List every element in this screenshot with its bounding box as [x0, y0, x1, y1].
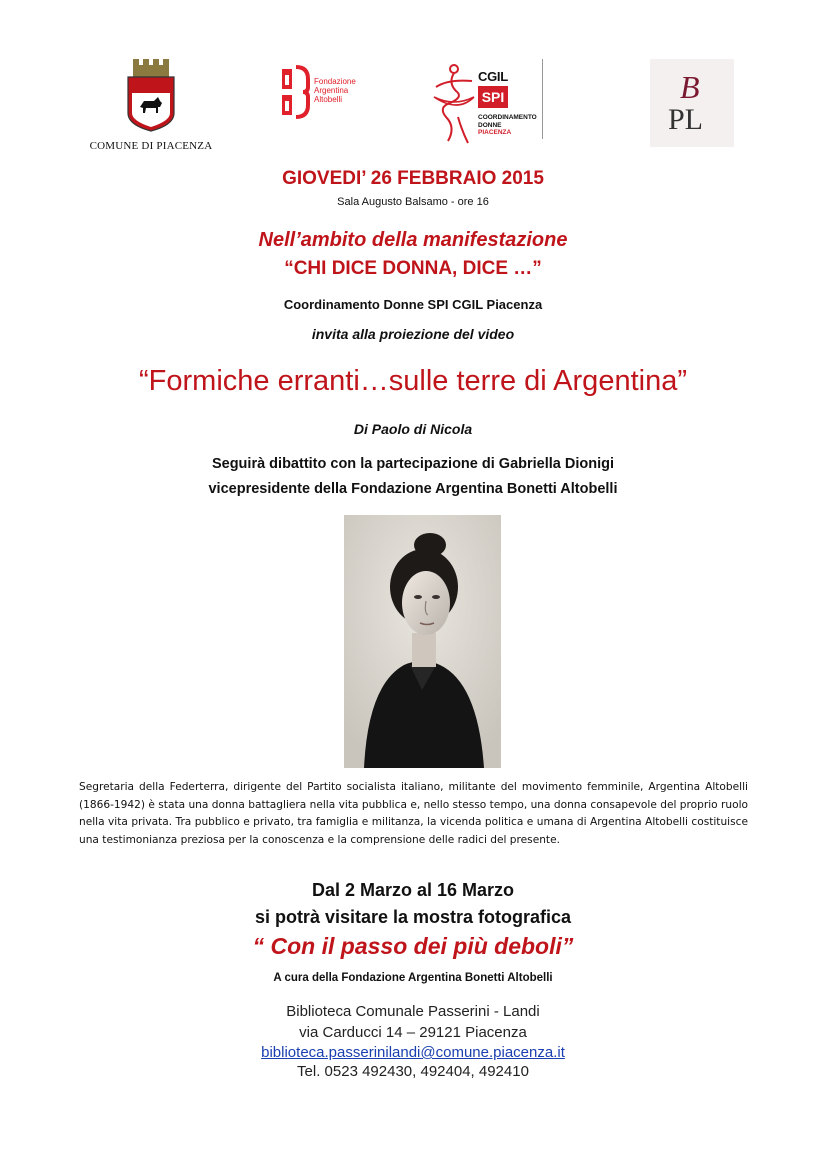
fondazione-logo-icon — [276, 65, 312, 119]
library-address: via Carducci 14 – 29121 Piacenza — [299, 1024, 527, 1041]
cgil-line: DONNE — [478, 121, 502, 129]
event-date: GIOVEDI’ 26 FEBBRAIO 2015 — [282, 168, 544, 189]
event-place-time: Sala Augusto Balsamo - ore 16 — [337, 196, 489, 208]
cgil-line: COORDINAMENTO — [478, 114, 537, 121]
logo-divider — [542, 59, 543, 139]
fondazione-logo — [276, 65, 366, 125]
exhibition-visit: si potrà visitare la mostra fotografica — [254, 907, 572, 927]
cgil-brand: CGIL — [478, 69, 508, 84]
exhibition-title: “ Con il passo dei più deboli” — [252, 933, 574, 959]
exhibition-dates: Dal 2 Marzo al 16 Marzo — [311, 880, 515, 900]
exhibition-curator: A cura della Fondazione Argentina Bonetti Altobelli — [273, 972, 553, 984]
cgil-line: PIACENZA — [478, 129, 512, 136]
library-name: Biblioteca Comunale Passerini - Landi — [286, 1003, 540, 1020]
logo-row — [0, 55, 826, 155]
bpl-bottom-letters: PL — [668, 103, 704, 136]
dancer-icon — [428, 57, 480, 149]
debate-line-1: Seguirà dibattito con la partecipazione di Gabriella Dionigi — [211, 456, 615, 472]
event-context-line: Nell’ambito della manifestazione — [258, 229, 568, 251]
fondazione-line: Fondazione — [314, 77, 356, 86]
bpl-logo — [650, 59, 734, 147]
library-email-row — [0, 1044, 826, 1061]
cgil-spi-logo — [428, 57, 546, 153]
bpl-monogram-icon — [650, 59, 734, 147]
debate-line-2: vicepresidente della Fondazione Argentina Bonetti Altobelli — [208, 481, 618, 497]
coat-of-arms-icon — [88, 55, 214, 133]
portrait-photo — [344, 515, 501, 768]
spi-badge: SPI — [478, 86, 508, 108]
library-phone: Tel. 0523 492430, 492404, 492410 — [297, 1063, 529, 1080]
portrait-woman-image — [344, 515, 501, 768]
fondazione-line: Altobelli — [314, 95, 343, 104]
video-title: “Formiche erranti…sulle terre di Argentina” — [139, 365, 687, 397]
library-email-link[interactable]: biblioteca.passerinilandi@comune.piacenza.it — [261, 1044, 565, 1061]
event-organizer: Coordinamento Donne SPI CGIL Piacenza — [283, 297, 543, 312]
video-author: Di Paolo di Nicola — [353, 421, 473, 437]
event-invite: invita alla proiezione del video — [311, 326, 515, 342]
comune-label: COMUNE DI PIACENZA — [89, 140, 213, 152]
fondazione-line: Argentina — [314, 86, 349, 95]
event-campaign: “CHI DICE DONNA, DICE …” — [284, 258, 542, 279]
comune-logo — [88, 55, 214, 151]
bio-paragraph: Segretaria della Federterra, dirigente del Partito socialista italiano, militante del movimento femminile, Argentina Altobelli (1866-1942) è stata una donna battagliera nella vita pubblica e, nello stesso tempo, una donna consapevole del proprio ruolo nella vita privata. Tra pubblico e privato, tra famiglia e militanza, la vicenda politica e umana di Argentina Altobelli costituisce una testimonianza preziosa per la conoscenza e la comprensione delle radici del presente. — [79, 781, 748, 846]
bpl-top-letter: B — [680, 69, 700, 105]
